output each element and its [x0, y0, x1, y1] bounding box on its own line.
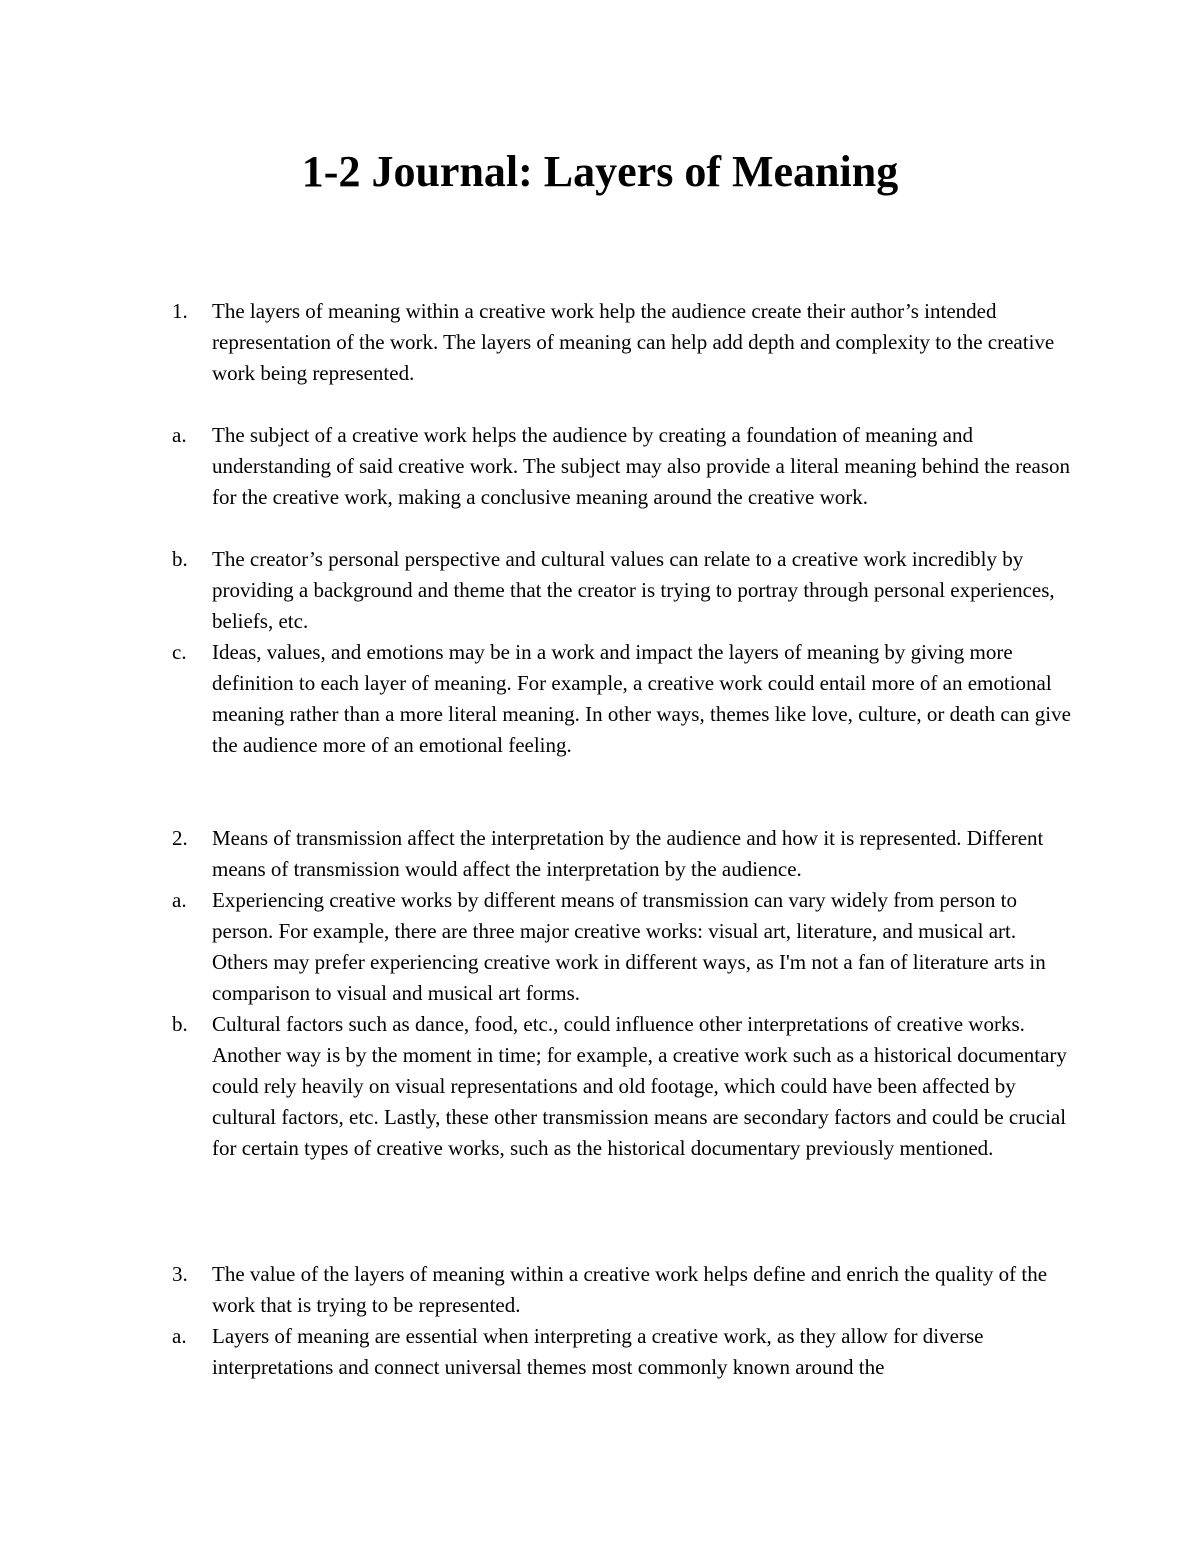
list-marker: 2.: [172, 826, 188, 850]
list-item: [172, 1259, 1072, 1321]
list-item-text: Cultural factors such as dance, food, etc., could influence other interpretations of creative works. Another way is by the moment in time; for example, a creative work such as a historical documentary could rely heavily on visual representations and old footage, which could have been affected by cultural factors, etc. Lastly, these other transmission means are secondary factors and could be crucial for certain types of creative works, such as the historical documentary previously mentioned.: [212, 1012, 1067, 1160]
list-item: [172, 296, 1072, 389]
list-item-text: The layers of meaning within a creative work help the audience create their author’s intended representation of the work. The layers of meaning can help add depth and complexity to the creative work being represented.: [212, 299, 1055, 385]
list-marker: b.: [172, 547, 188, 571]
list-marker: a.: [172, 423, 187, 447]
list-item-text: Layers of meaning are essential when interpreting a creative work, as they allow for diverse interpretations and connect universal themes most commonly known around the: [212, 1324, 984, 1379]
list-marker: a.: [172, 1324, 187, 1348]
list-item: [172, 885, 1072, 1009]
list-item-text: Means of transmission affect the interpretation by the audience and how it is represented. Different means of transmission would affect the interpretation by the audience.: [212, 826, 1044, 881]
list-item: [172, 1009, 1072, 1164]
list-item: [172, 544, 1072, 637]
list-marker: a.: [172, 888, 187, 912]
list-item-text: The creator’s personal perspective and cultural values can relate to a creative work incredibly by providing a background and theme that the creator is trying to portray through personal experiences, beliefs, etc.: [212, 547, 1055, 633]
list-item: [172, 823, 1072, 885]
list-item-text: Experiencing creative works by different means of transmission can vary widely from person to person. For example, there are three major creative works: visual art, literature, and musical art. Others may prefer experiencing creative work in different ways, as I'm not a fan of literature arts in comparison to visual and musical art forms.: [212, 888, 1046, 1005]
list-item: [172, 637, 1072, 761]
list-marker: 1.: [172, 299, 188, 323]
list-item-text: Ideas, values, and emotions may be in a work and impact the layers of meaning by giving more definition to each layer of meaning. For example, a creative work could entail more of an emotional meaning rather than a more literal meaning. In other ways, themes like love, culture, or death can give the audience more of an emotional feeling.: [212, 640, 1071, 757]
list-item: [172, 420, 1072, 513]
list-item: [172, 1321, 1072, 1383]
list-item-text: The subject of a creative work helps the audience by creating a foundation of meaning and understanding of said creative work. The subject may also provide a literal meaning behind the reason for the creative work, making a conclusive meaning around the creative work.: [212, 423, 1071, 509]
list-marker: 3.: [172, 1262, 188, 1286]
list-item-text: The value of the layers of meaning within a creative work helps define and enrich the quality of the work that is trying to be represented.: [212, 1262, 1048, 1317]
page-title: 1-2 Journal: Layers of Meaning: [301, 147, 899, 196]
list-marker: c.: [172, 640, 187, 664]
list-marker: b.: [172, 1012, 188, 1036]
